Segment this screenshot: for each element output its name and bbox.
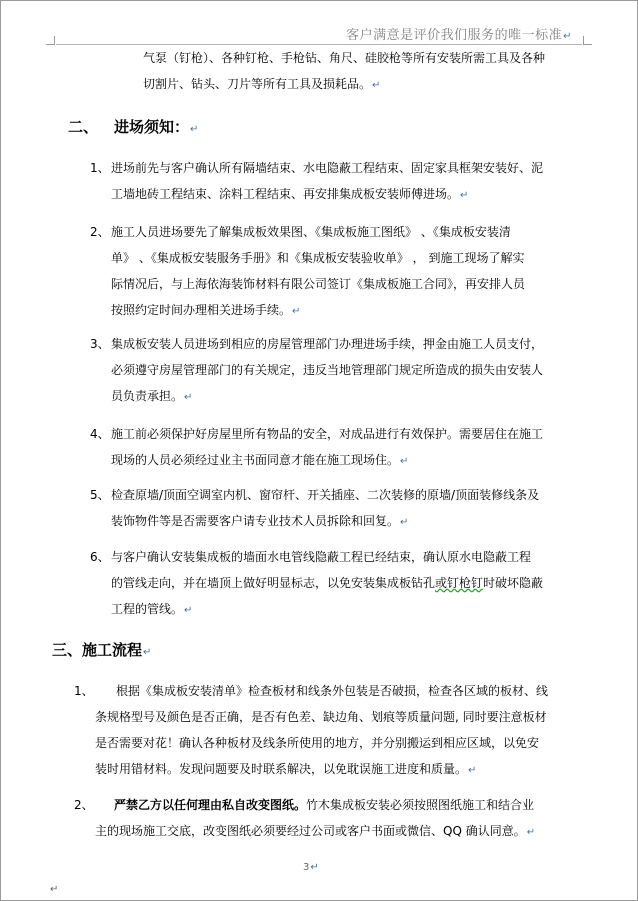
section-3-heading: 三、施工流程↵	[52, 641, 152, 659]
s2-item-2-text: 施工人员进场要先了解集成板效果图、《集成板施工图纸》 、《集成板安装清 单》 、《集成板安装服务手册》和《集成板安装验收单》 ， 到施工现场了解实 际情况后，与上海依海装饰材料有限公司签订《集成板施工合同》，再安排人员 按照约定时间办理相关进场手续。↵	[111, 225, 526, 317]
s2-item-1-text: 进场前先与客户确认所有隔墙结束、水电隐蔽工程结束、固定家具框架安装好、泥 工墙地砖工程结束、涂料工程结束、再安排集成板安装师傅进场。↵	[111, 161, 544, 201]
s2-item-4-text: 施工前必须保护好房屋里所有物品的安全，对成品进行有效保护。需要居住在施工 现场的人员必须经过业主书面同意才能在施工现场住。↵	[111, 427, 544, 467]
s3-item-1-number: 1、	[74, 684, 94, 698]
s2-item-3-text: 集成板安装人员进场到相应的房屋管理部门办理进场手续，押金由施工人员支付， 必须遵守房屋管理部门的有关规定，违反当地管理部门规定所造成的损失由安装人 员负责承担。↵	[111, 337, 544, 403]
s3-item-2-number: 2、	[74, 798, 94, 812]
s3-item-1-text-cont: 条规格型号及颜色是否正确，是否有色差、缺边角、划痕等质量问题, 同时要注意板材 是否需要对花！确认各种板材及线条所使用的地方，并分别搬运到相应区域，以免安 装时用错材料。发现问题要及时联系解决，以免耽误施工进度和质量。↵	[95, 710, 547, 776]
s2-item-5-number: 5、	[90, 488, 110, 502]
s2-item-6-text: 与客户确认安装集成板的墙面水电管线隐蔽工程已经结束，确认原水电隐蔽工程 的管线走向，并在墙顶上做好明显标志，以免安装集成板钻孔或钉枪钉时破坏隐蔽 工程的管线。↵	[111, 550, 544, 616]
section-2-heading: 二、 进场须知：↵	[68, 118, 199, 136]
s3-item-2-bold-rule: 严禁乙方以任何理由私自改变图纸。	[114, 798, 307, 812]
s2-item-2-number: 2、	[90, 225, 110, 239]
s2-item-3-number: 3、	[90, 337, 110, 351]
end-paragraph-mark: ↵	[50, 884, 59, 895]
crop-mark-top-left	[46, 36, 55, 45]
s2-item-4-number: 4、	[90, 427, 110, 441]
s2-item-5-text: 检查原墙/顶面空调室内机、窗帘杆、开关插座、二次装修的原墙/顶面装修线条及 装饰物件等是否需要客户请专业技术人员拆除和回复。↵	[111, 488, 540, 528]
spellcheck-underline: 或钉枪钉	[435, 576, 484, 590]
s3-item-2-text-cont: 主的现场施工交底，改变图纸必须要经过公司或客户书面或微信、QQ 确认同意。↵	[95, 824, 536, 838]
page-number: 3↵	[303, 862, 319, 873]
intro-paragraph: 气泵（钉枪）、各种钉枪、手枪钻、角尺、硅胶枪等所有安装所需工具及各种 切割片、钻头、刀片等所有工具及损耗品。↵	[143, 51, 546, 91]
s2-item-1-number: 1、	[90, 161, 110, 175]
s3-item-2-text: 严禁乙方以任何理由私自改变图纸。竹木集成板安装必须按照图纸施工和结合业	[114, 798, 535, 812]
s3-item-1-text: 根据《集成板安装清单》检查板材和线条外包装是否破损，检查各区域的板材、线	[116, 684, 549, 698]
crop-mark-top-right	[583, 36, 592, 45]
s2-item-6-number: 6、	[90, 550, 110, 564]
page-header: 客户满意是评价我们服务的唯一标准↵	[346, 28, 572, 43]
